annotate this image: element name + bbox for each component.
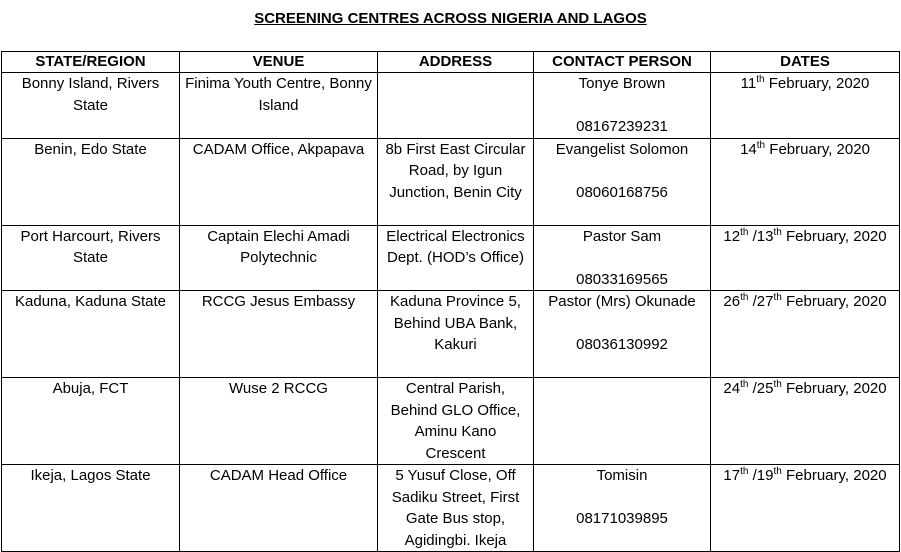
header-dates: DATES xyxy=(711,52,900,73)
cell-state: Kaduna, Kaduna State xyxy=(2,291,180,378)
header-venue: VENUE xyxy=(180,52,378,73)
table-row xyxy=(2,73,900,139)
document-title: SCREENING CENTRES ACROSS NIGERIA AND LAGOS xyxy=(254,10,647,27)
cell-contact xyxy=(534,291,711,378)
cell-state: Port Harcourt, Rivers State xyxy=(2,225,180,291)
cell-date: 17th /19th February, 2020 xyxy=(711,465,900,552)
header-address: ADDRESS xyxy=(378,52,534,73)
cell-venue: RCCG Jesus Embassy xyxy=(180,291,378,378)
cell-venue: Finima Youth Centre, Bonny Island xyxy=(180,73,378,139)
cell-venue: Captain Elechi Amadi Polytechnic xyxy=(180,225,378,291)
cell-state: Bonny Island, Rivers State xyxy=(2,73,180,139)
cell-address xyxy=(378,73,534,139)
table-row xyxy=(2,378,900,465)
table-row xyxy=(2,465,900,552)
contact-name: Pastor Sam xyxy=(582,227,662,245)
cell-venue: CADAM Head Office xyxy=(180,465,378,552)
cell-venue: CADAM Office, Akpapava xyxy=(180,138,378,225)
cell-state: Abuja, FCT xyxy=(2,378,180,465)
contact-name: Tomisin xyxy=(596,467,648,484)
cell-address: Central Parish, Behind GLO Office, Aminu Kano Crescent xyxy=(378,378,534,465)
table-header-row xyxy=(2,52,900,73)
cell-state: Ikeja, Lagos State xyxy=(2,465,180,552)
cell-date: 14th February, 2020 xyxy=(711,138,900,225)
table-row xyxy=(2,291,900,378)
contact-phone: 08171039895 xyxy=(576,510,668,527)
contact-phone: 08060168756 xyxy=(576,183,668,201)
cell-contact xyxy=(534,138,711,225)
cell-date: 26th /27th February, 2020 xyxy=(711,291,900,378)
cell-date: 11th February, 2020 xyxy=(711,73,900,139)
table-row xyxy=(2,225,900,291)
header-contact-person: CONTACT PERSON xyxy=(534,52,711,73)
cell-contact xyxy=(534,225,711,291)
cell-contact xyxy=(534,378,711,465)
table-row xyxy=(2,138,900,225)
cell-state: Benin, Edo State xyxy=(2,138,180,225)
cell-address: 8b First East Circular Road, by Igun Junction, Benin City xyxy=(378,138,534,225)
cell-address: 5 Yusuf Close, Off Sadiku Street, First Gate Bus stop, Agidingbi. Ikeja xyxy=(378,465,534,552)
cell-address: Kaduna Province 5, Behind UBA Bank, Kakuri xyxy=(378,291,534,378)
contact-phone: 08033169565 xyxy=(576,270,668,288)
cell-address: Electrical Electronics Dept. (HOD’s Office) xyxy=(378,225,534,291)
contact-name: Pastor (Mrs) Okunade xyxy=(548,293,696,310)
cell-contact xyxy=(534,73,711,139)
contact-phone: 08167239231 xyxy=(576,118,668,135)
cell-contact xyxy=(534,465,711,552)
header-state-region: STATE/REGION xyxy=(2,52,180,73)
screening-centres-table xyxy=(1,51,900,552)
contact-name: Evangelist Solomon xyxy=(555,140,689,158)
cell-venue: Wuse 2 RCCG xyxy=(180,378,378,465)
contact-phone: 08036130992 xyxy=(576,336,668,353)
contact-name: Tonye Brown xyxy=(578,75,666,92)
cell-date: 12th /13th February, 2020 xyxy=(711,225,900,291)
cell-date: 24th /25th February, 2020 xyxy=(711,378,900,465)
